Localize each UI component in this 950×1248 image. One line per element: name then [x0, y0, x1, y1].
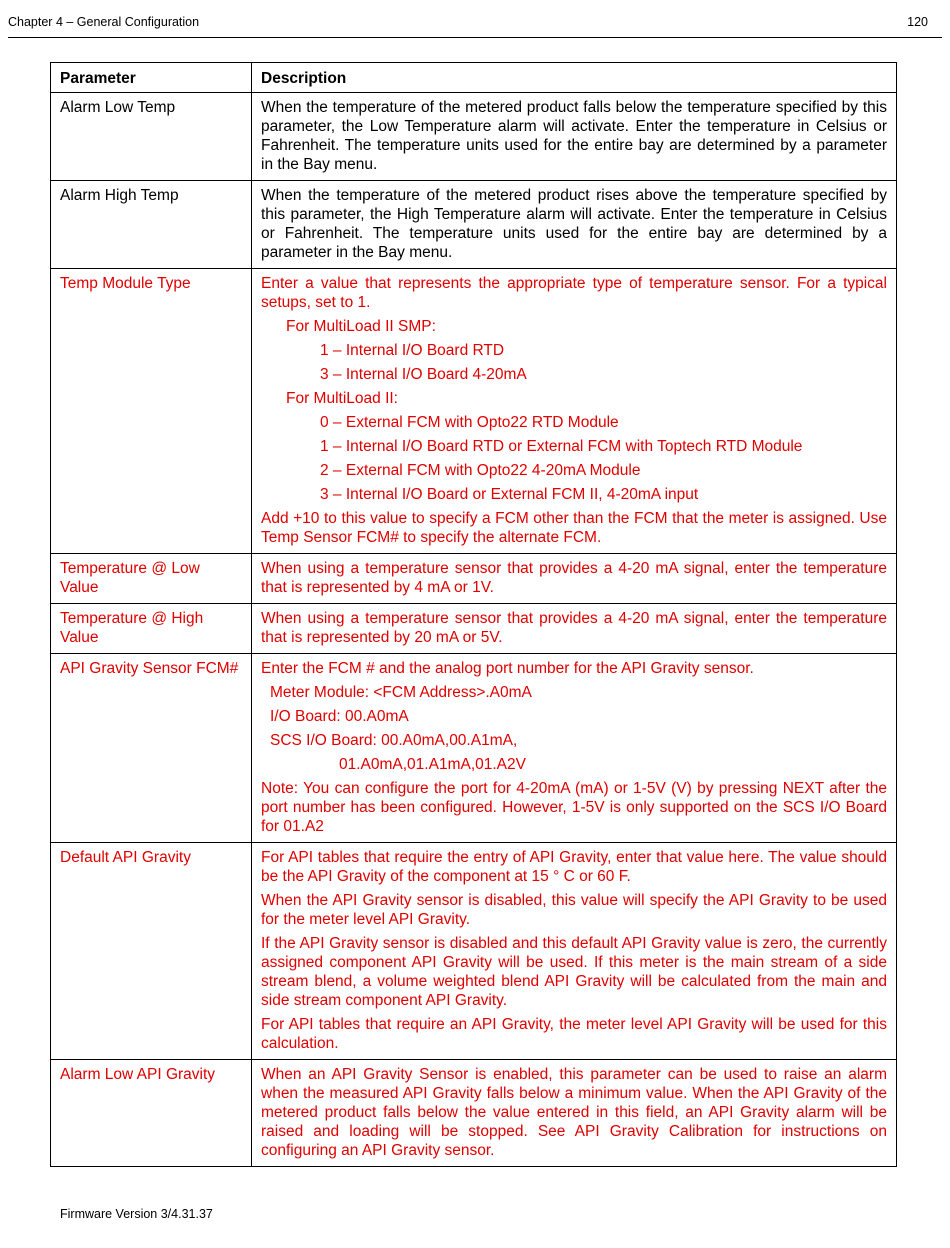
param-name: Alarm Low Temp: [51, 93, 252, 181]
option-group-heading: For MultiLoad II SMP:: [286, 318, 436, 335]
param-description: When the temperature of the metered product falls below the temperature specified by this parameter, the Low Temperature alarm will activate. Enter the temperature in Celsius or Fahrenheit. The temperature units used for the entire bay are determined by a parameter in the Bay menu.: [252, 93, 897, 181]
page-header: [0, 0, 950, 40]
description-intro: Enter the FCM # and the analog port number for the API Gravity sensor.: [261, 660, 754, 677]
param-name: Alarm Low API Gravity: [51, 1060, 252, 1167]
table-header-row: [51, 63, 897, 93]
param-description: When using a temperature sensor that provides a 4-20 mA signal, enter the temperature that is represented by 4 mA or 1V.: [252, 554, 897, 604]
description-note: Add +10 to this value to specify a FCM other than the FCM that the meter is assigned. Use Temp Sensor FCM# to specify the alternate FCM.: [261, 510, 887, 546]
description-intro: Enter a value that represents the appropriate type of temperature sensor. For a typical setups, set to 1.: [261, 275, 887, 311]
description-paragraph: For API tables that require the entry of API Gravity, enter that value here. The value should be the API Gravity of the component at 15 ° C or 60 F.: [261, 849, 887, 885]
param-name: API Gravity Sensor FCM#: [51, 654, 252, 843]
description-note: Note: You can configure the port for 4-20mA (mA) or 1-5V (V) by pressing NEXT after the port number has been configured. However, 1-5V is only supported on the SCS I/O Board for 01.A2: [261, 780, 887, 835]
option-item: SCS I/O Board: 00.A0mA,00.A1mA,: [270, 732, 518, 749]
param-name: Temperature @ Low Value: [51, 554, 252, 604]
table-row: [51, 843, 897, 1060]
parameter-table: [50, 62, 897, 1167]
table-row: [51, 93, 897, 181]
table-row: [51, 1060, 897, 1167]
chapter-title: Chapter 4 – General Configuration: [8, 15, 200, 29]
table-row: [51, 181, 897, 269]
header-divider: [8, 37, 942, 38]
option-item: 1 – Internal I/O Board RTD or External FCM with Toptech RTD Module: [320, 438, 803, 455]
param-name: Temp Module Type: [51, 269, 252, 554]
option-item: I/O Board: 00.A0mA: [270, 708, 409, 725]
option-item: 0 – External FCM with Opto22 RTD Module: [320, 414, 619, 431]
param-name: Alarm High Temp: [51, 181, 252, 269]
description-paragraph: If the API Gravity sensor is disabled and this default API Gravity value is zero, the currently assigned component API Gravity will be used. If this meter is the main stream of a side stream blend, a volume weighted blend API Gravity will be calculated from the main and side stream component API Gravity.: [261, 935, 887, 1009]
table-row: [51, 554, 897, 604]
param-description: [252, 843, 897, 1060]
column-header-description: Description: [252, 63, 897, 93]
param-description: [252, 654, 897, 843]
param-name: Temperature @ High Value: [51, 604, 252, 654]
param-description: When the temperature of the metered product rises above the temperature specified by this parameter, the High Temperature alarm will activate. Enter the temperature in Celsius or Fahrenheit. The temperature units used for the entire bay are determined by a parameter in the Bay menu.: [252, 181, 897, 269]
param-name: Default API Gravity: [51, 843, 252, 1060]
option-item: 2 – External FCM with Opto22 4-20mA Module: [320, 462, 641, 479]
column-header-parameter: Parameter: [51, 63, 252, 93]
table-row: [51, 269, 897, 554]
description-paragraph: For API tables that require an API Gravity, the meter level API Gravity will be used for this calculation.: [261, 1016, 887, 1052]
page-number: 120: [907, 15, 928, 29]
param-description: When using a temperature sensor that provides a 4-20 mA signal, enter the temperature that is represented by 20 mA or 5V.: [252, 604, 897, 654]
option-item: 01.A0mA,01.A1mA,01.A2V: [339, 756, 526, 773]
option-item: 3 – Internal I/O Board 4-20mA: [320, 366, 527, 383]
option-item: Meter Module: <FCM Address>.A0mA: [270, 684, 532, 701]
table-row: [51, 654, 897, 843]
param-description: When an API Gravity Sensor is enabled, this parameter can be used to raise an alarm when the measured API Gravity falls below a minimum value. When the API Gravity of the metered product falls below the value entered in this field, an API Gravity alarm will be raised and loading will be stopped. See API Gravity Calibration for instructions on configuring an API Gravity sensor.: [252, 1060, 897, 1167]
table-row: [51, 604, 897, 654]
firmware-version: Firmware Version 3/4.31.37: [60, 1207, 213, 1221]
option-group-heading: For MultiLoad II:: [286, 390, 398, 407]
param-description: [252, 269, 897, 554]
option-item: 1 – Internal I/O Board RTD: [320, 342, 505, 359]
option-item: 3 – Internal I/O Board or External FCM II, 4-20mA input: [320, 486, 699, 503]
description-paragraph: When the API Gravity sensor is disabled, this value will specify the API Gravity to be used for the meter level API Gravity.: [261, 892, 887, 928]
